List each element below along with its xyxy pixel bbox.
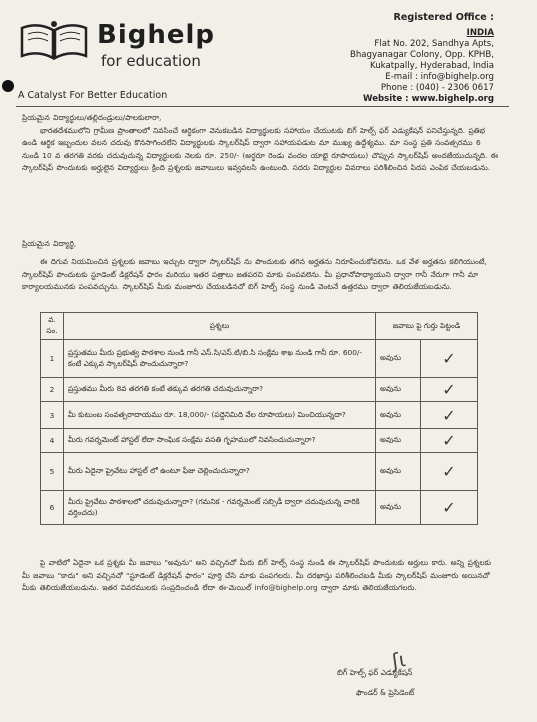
brand-subtitle: for education (101, 52, 201, 70)
answer-text: అవును (376, 402, 421, 429)
signatory-title: ఫౌండర్ & ప్రెసిడెంట్ (356, 688, 415, 697)
answer-text: అవును (376, 491, 421, 525)
answer-text: అవును (376, 378, 421, 402)
office-phone: Phone : (040) - 2306 0617 (380, 83, 494, 93)
row-number: 5 (41, 453, 64, 491)
intro-paragraph (22, 112, 500, 175)
table-row (41, 340, 478, 378)
column-header-serial: వ. సం. (41, 313, 64, 340)
office-address-line: Flat No. 202, Sandhya Apts, (374, 39, 494, 49)
table-row (41, 453, 478, 491)
brand-name: Bighelp (97, 20, 216, 50)
intro-text: భారతదేశములోని గ్రామీణ ప్రాంతాలలో నివసించే ఆర్థికంగా వెనుకబడిన విద్యార్థులకు సహాయం చేయుటకు బిగ్ హెల్ప్ ఫర్ ఎడ్యుకేషన్ పనిచేస్తున్నది. ప్రతిభ ఉండి ఆర్థిక ఇబ్బందుల వలన చదువు కొనసాగించలేని విద్యార్థులకు స్కాలర్‌షిప్ ద్వారా సహాయపడుట మా ముఖ్య ఉద్దేశ్యము. మా సంస్థ ప్రతి సంవత్సరము 6 నుండి 10 వ తరగతి వరకు చదువుచున్న విద్యార్థులకు నెలకు రూ. 250/- (అర్థరూ రెండు వందల యాభై రూపాయలు) చొప్పున స్కాలర్‌షిప్ అందజేయుచున్నది. ఈ స్కాలర్‌షిప్ పొందుటకు అర్హులైన విద్యార్థులు క్రింది ప్రశ్నలకు జవాబులు ఇవ్వవలసి ఉంటుంది. సదరు విద్యార్థుల వివరాలు పరిశీలించిన పిదప ఎంపిక చేయబడును. (22, 125, 499, 173)
row-number: 4 (41, 429, 64, 453)
registered-office-block (350, 12, 494, 105)
answer-text: అవును (376, 453, 421, 491)
column-header-questions: ప్రశ్నలు (64, 313, 376, 340)
office-website: Website : www.bighelp.org (363, 94, 494, 104)
column-header-answer: జవాబు పై గుర్తు పెట్టండి (376, 313, 478, 340)
handwritten-tick-icon: ✓ (421, 429, 478, 453)
question-text: మీరు గవర్నమెంట్ హాస్టల్ లేదా సాంఘిక సంక్షేమ వసతి గృహములో నివసించుచున్నారా? (64, 429, 376, 453)
student-address: ప్రియమైన విద్యార్థి, (22, 239, 77, 248)
handwritten-tick-icon: ✓ (421, 491, 478, 525)
closing-paragraph: పై వాటిలో ఏదైనా ఒక ప్రశ్నకు మీ జవాబు "అవును" అని వచ్చినచో మీరు బిగ్ హెల్ప్ సంస్థ నుండి ఈ స్కాలర్‌షిప్ పొందుటకు అర్హులు కారు. అన్ని ప్రశ్నలకు మీ జవాబు "కాదు" అని వచ్చినచో "స్టూడెంట్ డిక్లరేషన్ ఫారం" పూర్తి చేసి మాకు పంపగలరు. మీ దరఖాస్తు పరిశీలించబడి మీకు స్కాలర్‌షిప్ మంజూరు అయినచో మీకు తెలియజేయబడును. ఇతర వివరములకు సంప్రదించండి లేదా ఈ-మెయిల్ info@bighelp.org ద్వారా మాకు తెలియజేయగలరు. (22, 558, 492, 593)
instructions-paragraph: ఈ దిగువ నియమించిన ప్రశ్నలకు జవాబు ఇచ్చుట ద్వారా స్కాలర్‌షిప్ ను పొందుటకు తగిన అర్హతను నిరూపించుకోవలెను. ఒక వేళ అర్హతను కలిగియుంటే, స్కాలర్‌షిప్ పొందుటకు స్టూడెంట్ డిక్లరేషన్ ఫారం మరియు ఇతర పత్రాలు జతపరచి మాకు పంపవలెను. మీ ప్రధానోపాధ్యాయుని ద్వారా గానీ నేరుగా గానీ మా కార్యాలయమునకు పంపవచ్చును. స్కాలర్‌షిప్ మీకు మంజూరు చేయబడినచో బిగ్ హెల్ప్ సంస్థ నుండి వెంటనే ఉత్తరము ద్వారా తెలియజేయబడును. (22, 257, 487, 292)
salutation: ప్రియమైన విద్యార్థులు/తల్లిదండ్రులు/పాలకులారా, (22, 113, 162, 122)
office-country: INDIA (466, 28, 494, 38)
answer-text: అవును (376, 429, 421, 453)
handwritten-tick-icon: ✓ (421, 402, 478, 429)
row-number: 1 (41, 340, 64, 378)
question-text: మీరు ప్రైవేటు పాఠశాలలో చదువుచున్నారా? (గమనిక - గవర్నమెంట్ సబ్సిడీ ద్వారా చదువుచున్న వారికి వర్తించదు) (64, 491, 376, 525)
punch-hole (2, 80, 14, 92)
question-text: మీరు ఏదైనా ప్రైవేటు హాస్టల్ లో ఉంటూ ఫీజు చెల్లించుచున్నారా? (64, 453, 376, 491)
question-text: ప్రస్తుతము మీరు 8వ తరగతి కంటే తక్కువ తరగతి చదువుచున్నారా? (64, 378, 376, 402)
eligibility-questions-table (40, 312, 478, 525)
table-row (41, 491, 478, 525)
handwritten-tick-icon: ✓ (421, 378, 478, 402)
handwritten-tick-icon: ✓ (421, 453, 478, 491)
row-number: 2 (41, 378, 64, 402)
open-book-logo-icon (18, 18, 90, 62)
answer-text: అవును (376, 340, 421, 378)
office-title: Registered Office : (393, 12, 494, 23)
table-row (41, 429, 478, 453)
row-number: 3 (41, 402, 64, 429)
table-row (41, 402, 478, 429)
table-header-row (41, 313, 478, 340)
tagline: A Catalyst For Better Education (18, 90, 168, 101)
handwritten-signature-icon: ʃɩ (390, 647, 408, 673)
question-text: ప్రస్తుతము మీరు ప్రభుత్వ పాఠశాల నుండి గానీ ఎస్.సి/ఎస్.టి/బి.సి సంక్షేమ శాఖ నుండి గానీ రూ. 600/- కంటే ఎక్కువ స్కాలర్‌షిప్ పొందుచున్నారా? (64, 340, 376, 378)
office-email: E-mail : info@bighelp.org (385, 72, 494, 82)
office-address-line: Kukatpally, Hyderabad, India (370, 61, 494, 71)
signoff-organization: బిగ్ హెల్ప్ ఫర్ ఎడ్యుకేషన్ (337, 668, 413, 677)
question-text: మీ కుటుంబ సంవత్సరాదాయము రూ. 18,000/- (పద్దెనిమిది వేల రూపాయలు) మించియున్నదా? (64, 402, 376, 429)
row-number: 6 (41, 491, 64, 525)
handwritten-tick-icon: ✓ (421, 340, 478, 378)
header-divider (16, 106, 509, 107)
table-row (41, 378, 478, 402)
office-address-line: Bhagyanagar Colony, Opp. KPHB, (349, 50, 494, 60)
